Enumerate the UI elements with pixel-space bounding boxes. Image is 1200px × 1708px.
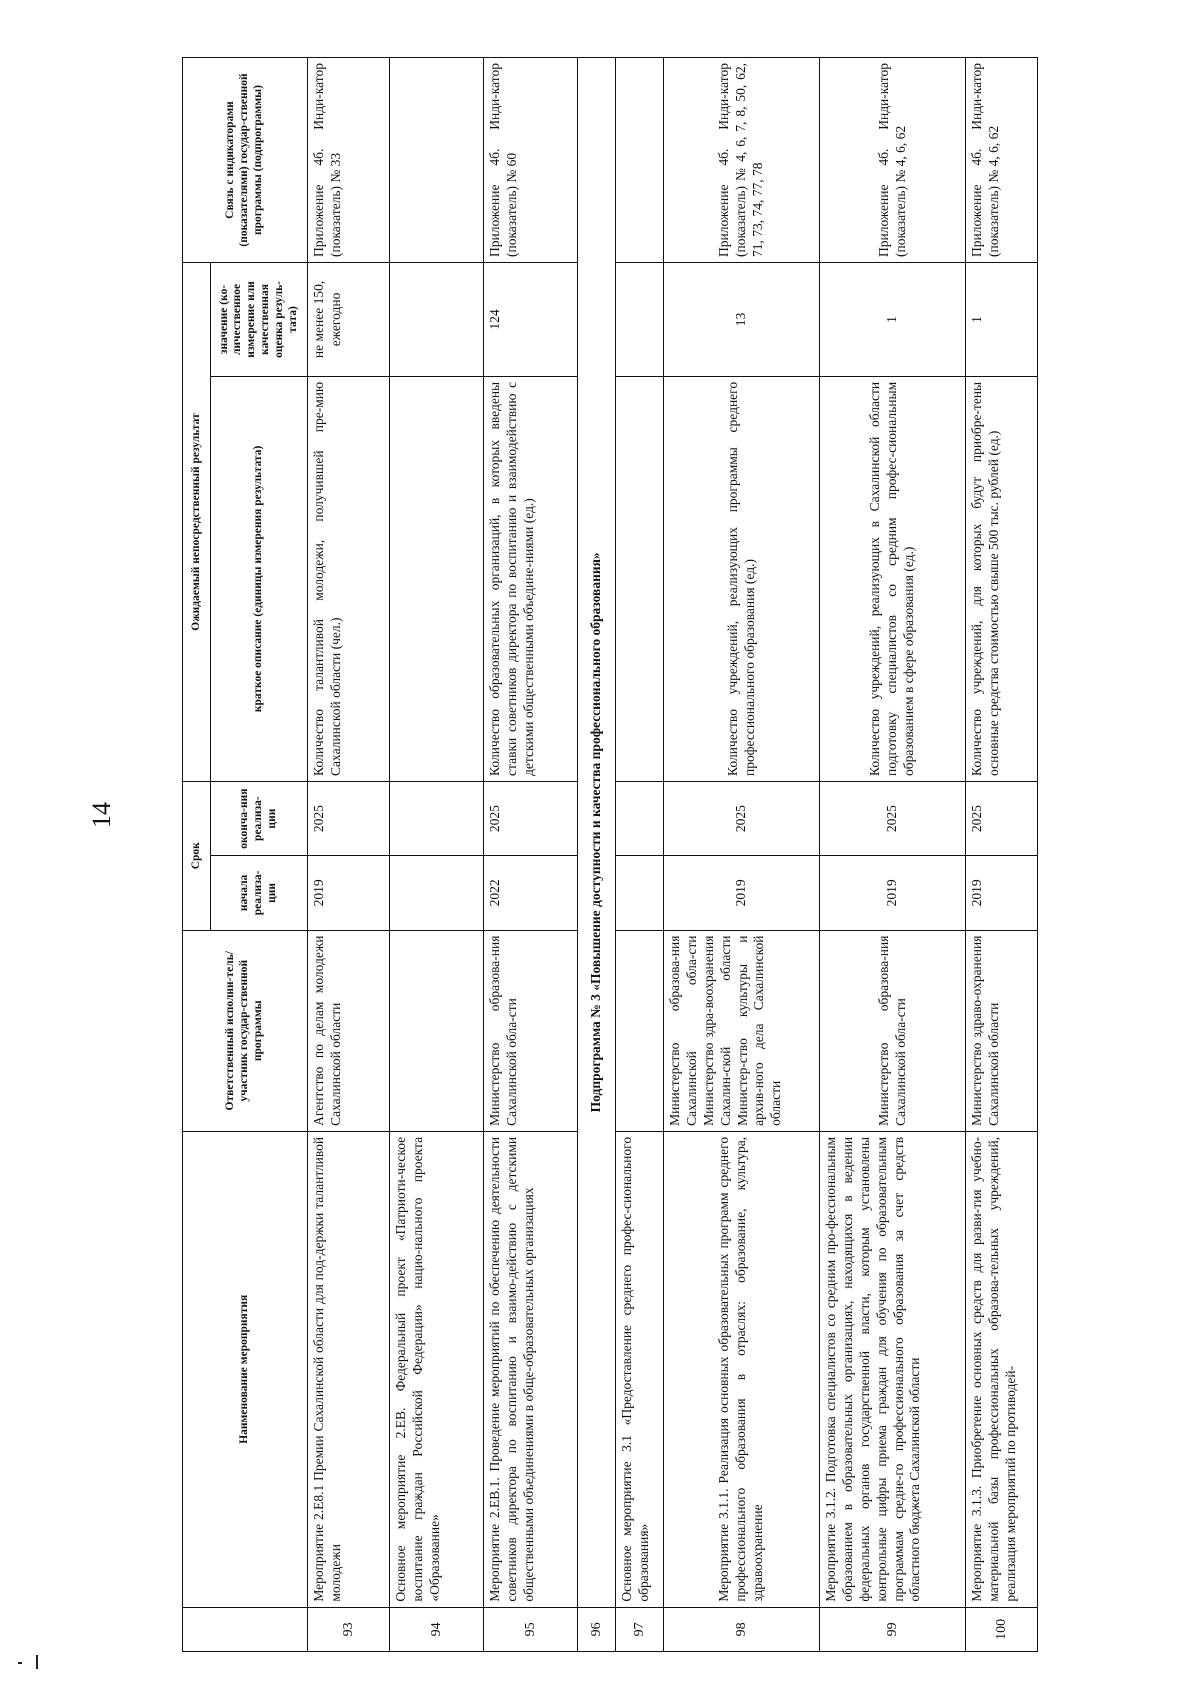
row-desc xyxy=(616,376,664,781)
row-start: 2019 xyxy=(820,856,966,930)
row-name: Мероприятие 2.E8.1 Премии Сахалинской области для под-держки талантливой молодежи xyxy=(308,1131,390,1607)
row-end: 2025 xyxy=(820,781,966,855)
header-term: Срок xyxy=(183,781,211,930)
header-link: Связь с индикаторами (показателями) государ-ственной программы (подпрограммы) xyxy=(183,58,308,263)
row-desc: Количество образовательных организаций, в которых введены ставки советников директора по воспитанию и взаимодействию с детскими общественными объедине-ниями (ед.) xyxy=(484,376,578,781)
row-value: 1 xyxy=(966,263,1038,377)
row-value: 124 xyxy=(484,263,578,377)
row-value xyxy=(616,263,664,377)
row-name: Мероприятие 2.EВ.1. Проведение мероприятий по обеспечению деятельности советников директора по воспитанию и взаимо-действию с детскими общественными объединениями в обще-образовательных организациях xyxy=(484,1131,578,1607)
row-name: Мероприятие 3.1.1. Реализация основных образовательных программ среднего профессионального образования в отраслях: образование, культура, здравоохранение xyxy=(664,1131,820,1607)
margin-mark xyxy=(18,1662,22,1664)
rotated-table-container xyxy=(182,57,1102,1652)
row-end: 2025 xyxy=(664,781,820,855)
row-value: 13 xyxy=(664,263,820,377)
row-value: 1 xyxy=(820,263,966,377)
row-start: 2019 xyxy=(664,856,820,930)
row-value: не менее 150, ежегодно xyxy=(308,263,390,377)
table-row xyxy=(390,58,484,1652)
header-expected: Ожидаемый непосредственный результат xyxy=(183,263,211,782)
subprogram-row xyxy=(578,58,616,1652)
header-term-end: оконча-ния реализа-ции xyxy=(211,781,308,855)
program-table xyxy=(182,57,1038,1652)
row-start: 2022 xyxy=(484,856,578,930)
subprogram-title: Подпрограмма № 3 «Повышение доступности и качества профессионального образования» xyxy=(578,58,616,1608)
row-responsible: Министерство образова-ния Сахалинской обла-сти xyxy=(820,930,966,1131)
table-row xyxy=(664,58,820,1652)
row-responsible xyxy=(616,930,664,1131)
header-short-desc: краткое описание (единицы измерения результата) xyxy=(211,376,308,781)
row-start xyxy=(390,856,484,930)
table-row xyxy=(820,58,966,1652)
table-row xyxy=(484,58,578,1652)
row-end: 2025 xyxy=(966,781,1038,855)
header-number xyxy=(183,1607,308,1651)
row-name: Основное мероприятие 3.1 «Предоставление среднего профес-сионального образования» xyxy=(616,1131,664,1607)
row-link xyxy=(390,58,484,263)
row-link: Приложение 4б. Инди-катор (показатель) № 4, 6, 62 xyxy=(820,58,966,263)
table-row xyxy=(616,58,664,1652)
row-link: Приложение 4б. Инди-катор (показатель) № 33 xyxy=(308,58,390,263)
row-desc: Количество талантливой молодежи, получившей пре-мию Сахалинской области (чел.) xyxy=(308,376,390,781)
row-responsible: Министерство образова-ния Сахалинской обла-сти Министерство здра-воохранения Сахалин-ской области Министер-ство культуры и архив-ного дела Сахалинской области xyxy=(664,930,820,1131)
row-start: 2019 xyxy=(966,856,1038,930)
row-link: Приложение 4б. Инди-катор (показатель) № 60 xyxy=(484,58,578,263)
row-name: Мероприятие 3.1.2. Подготовка специалистов со средним про-фессиональным образованием в образовательных организациях, находящихся в ведении федеральных органов государственной власти, которым установлены контрольные цифры приема граждан для обучения по образовательным программам средне-го профессионального образования за счет средств областного бюджета Сахалинской области xyxy=(820,1131,966,1607)
header-responsible: Ответственный исполни-тель/участник государ-ственной программы xyxy=(183,930,308,1131)
row-link: Приложение 4б. Инди-катор (показатель) № 4, 6, 62 xyxy=(966,58,1038,263)
header-term-start: начала реализа-ции xyxy=(211,856,308,930)
row-responsible: Министерство образова-ния Сахалинской обла-сти xyxy=(484,930,578,1131)
row-desc: Количество учреждений, реализующих программы среднего профессионального образования (ед.) xyxy=(664,376,820,781)
row-desc: Количество учреждений, реализующих в Сахалинской области подготовку специалистов со средним профес-сиональным образованием в сфере образования (ед.) xyxy=(820,376,966,781)
row-value xyxy=(390,263,484,377)
row-number: 93 xyxy=(308,1607,390,1651)
row-name: Мероприятие 3.1.3. Приобретение основных средств для разви-тия учебно-материальной базы профессиональных образова-тельных учреждений, реализация мероприятий по противодей- xyxy=(966,1131,1038,1607)
header-name: Наименование мероприятия xyxy=(183,1131,308,1607)
row-number: 94 xyxy=(390,1607,484,1651)
header-value: значение (ко-личественное измерение или качественная оценка резуль-тата) xyxy=(211,263,308,377)
table-row xyxy=(308,58,390,1652)
row-number: 96 xyxy=(578,1607,616,1651)
row-responsible xyxy=(390,930,484,1131)
row-start: 2019 xyxy=(308,856,390,930)
row-end: 2025 xyxy=(484,781,578,855)
row-name: Основное мероприятие 2.EВ. Федеральный проект «Патриоти-ческое воспитание граждан Российской Федерации» нацио-нального проекта «Образование» xyxy=(390,1131,484,1607)
row-link: Приложение 4б. Инди-катор (показатель) № 4, 6, 7, 8, 50, 62, 71, 73, 74, 77, 78 xyxy=(664,58,820,263)
row-start xyxy=(616,856,664,930)
row-number: 97 xyxy=(616,1607,664,1651)
row-number: 98 xyxy=(664,1607,820,1651)
row-desc: Количество учреждений, для которых будут приобре-тены основные средства стоимостью свыше 500 тыс. рублей (ед.) xyxy=(966,376,1038,781)
row-responsible: Министерство здраво-охранения Сахалинской области xyxy=(966,930,1038,1131)
row-end: 2025 xyxy=(308,781,390,855)
row-number: 100 xyxy=(966,1607,1038,1651)
row-link xyxy=(616,58,664,263)
table-row xyxy=(966,58,1038,1652)
row-end xyxy=(390,781,484,855)
row-number: 95 xyxy=(484,1607,578,1651)
row-end xyxy=(616,781,664,855)
margin-mark xyxy=(36,1655,38,1669)
row-number: 99 xyxy=(820,1607,966,1651)
page-number: 14 xyxy=(87,802,116,828)
row-desc xyxy=(390,376,484,781)
row-responsible: Агентство по делам молодежи Сахалинской области xyxy=(308,930,390,1131)
